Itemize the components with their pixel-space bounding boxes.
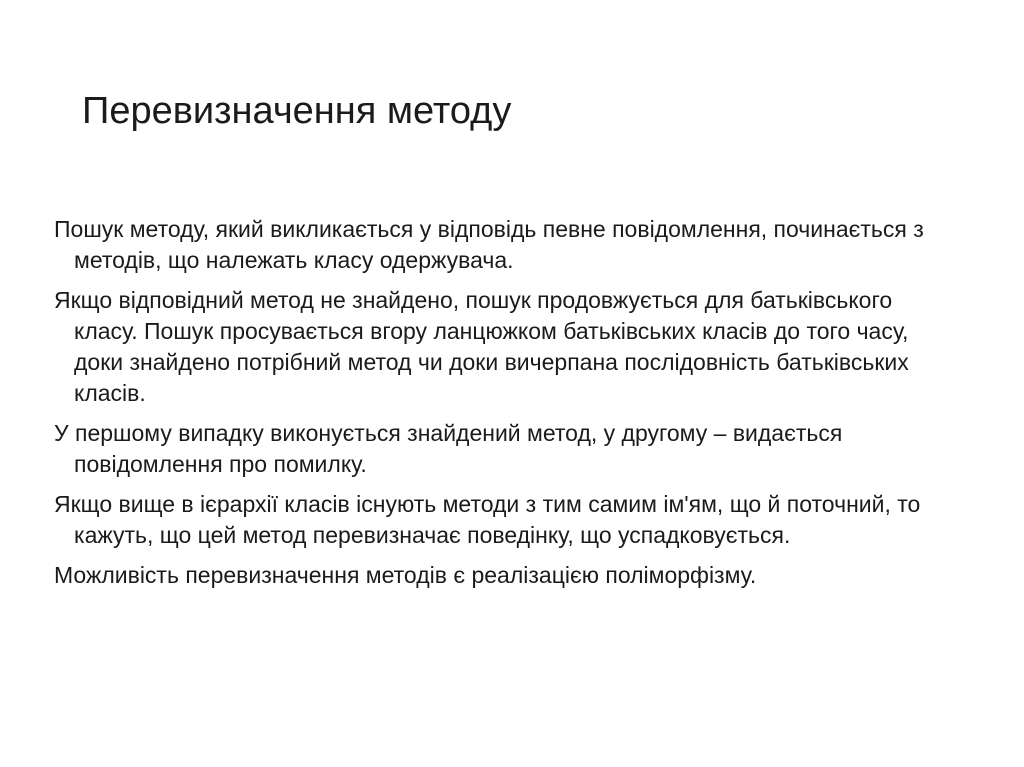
- bullet-paragraph-1: Пошук методу, який викликається у відповідь певне повідомлення, починається з методів, що належать класу одержувача.: [54, 216, 924, 273]
- bullet-paragraph-3: У першому випадку виконується знайдений метод, у другому – видається повідомлення про помилку.: [54, 420, 843, 477]
- slide-body: [54, 214, 954, 600]
- bullet-paragraph-5: Можливість перевизначення методів є реалізацією поліморфізму.: [54, 562, 757, 588]
- slide-title: Перевизначення методу: [82, 90, 512, 132]
- bullet-paragraph-4: Якщо вище в ієрархії класів існують методи з тим самим ім'ям, що й поточний, то кажуть, що цей метод перевизначає поведінку, що успадковується.: [54, 491, 921, 548]
- bullet-paragraph-2: Якщо відповідний метод не знайдено, пошук продовжується для батьківського класу. Пошук просувається вгору ланцюжком батьківських класів до того часу, доки знайдено потрібний метод чи доки вичерпана послідовність батьківських класів.: [54, 287, 909, 406]
